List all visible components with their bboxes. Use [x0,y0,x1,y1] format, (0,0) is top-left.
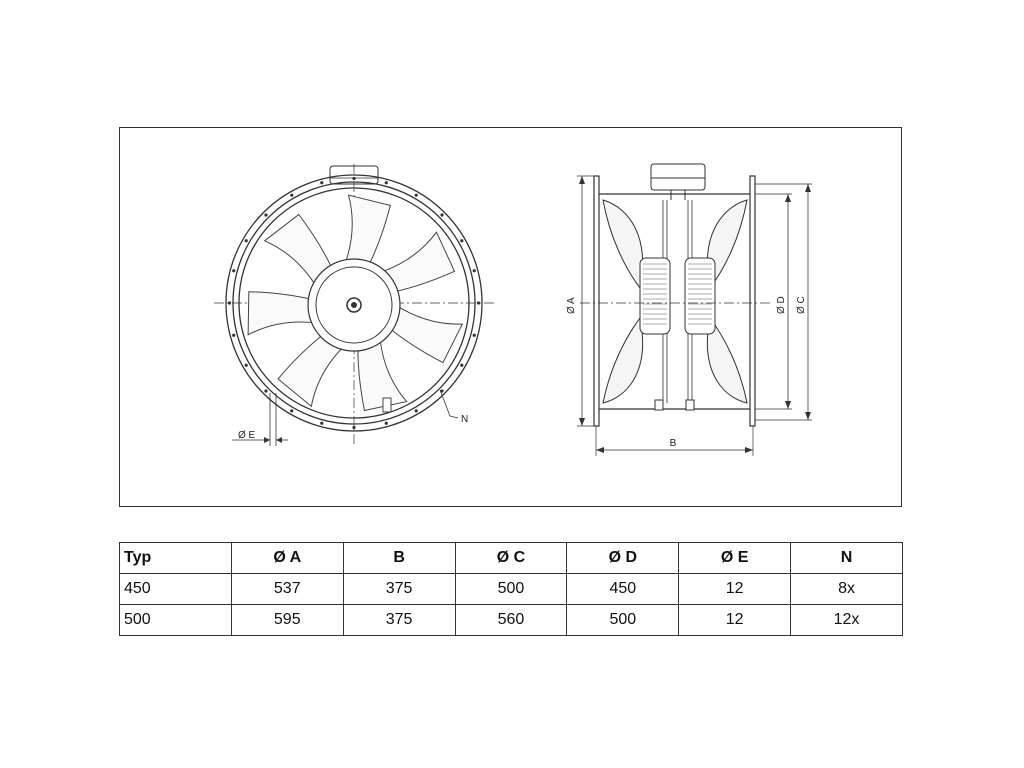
column-header: Typ [120,543,232,574]
bolt-hole [460,239,463,242]
table-cell: 12 [679,574,791,605]
table-cell: 450 [120,574,232,605]
bolt-hole [264,389,267,392]
motor-right [685,258,715,334]
bolt-hole [440,213,443,216]
flange-left [594,176,599,426]
bolt-hole [352,177,355,180]
bolt-hole [228,301,231,304]
bolt-hole [385,422,388,425]
bolt-hole [473,334,476,337]
column-header: B [343,543,455,574]
bolt-hole [232,334,235,337]
table-row [120,574,903,605]
table-row [120,605,903,636]
column-header: Ø A [231,543,343,574]
column-header: Ø D [567,543,679,574]
table-cell: 500 [567,605,679,636]
fan-blade [344,195,390,267]
label-diameter-a: Ø A [566,297,577,314]
bolt-hole [415,409,418,412]
table-cell: 500 [455,574,567,605]
label-diameter-c: Ø C [796,296,807,314]
column-header: Ø E [679,543,791,574]
fan-blade [248,292,318,335]
table-cell: 8x [791,574,903,605]
label-b: B [669,438,677,449]
bolt-hole [320,181,323,184]
bolt-hole [460,364,463,367]
bolt-hole [473,269,476,272]
table-cell: 560 [455,605,567,636]
mount-bracket [383,398,391,412]
label-diameter-e: Ø E [238,430,256,441]
drawing-frame [119,127,902,507]
blade-left-bottom [603,318,643,403]
column-header: Ø C [455,543,567,574]
front-view [214,164,495,446]
bolt-hole [477,301,480,304]
column-header: N [791,543,903,574]
table-cell: 500 [120,605,232,636]
table-cell: 450 [567,574,679,605]
technical-drawing [120,128,903,508]
table-cell: 12x [791,605,903,636]
bolt-hole [290,409,293,412]
motor-left [640,258,670,334]
flange-right [750,176,755,426]
table-header-row [120,543,903,574]
bolt-hole [290,194,293,197]
label-diameter-d: Ø D [776,296,787,314]
bolt-hole [232,269,235,272]
bolt-hole [245,364,248,367]
bolt-hole [385,181,388,184]
table-cell: 12 [679,605,791,636]
table-cell: 595 [231,605,343,636]
table-cell: 375 [343,605,455,636]
bolt-hole [264,213,267,216]
bolt-hole [415,194,418,197]
blade-left-top [603,200,643,288]
side-terminal-box [651,164,705,190]
bolt-hole [245,239,248,242]
bolt-hole [352,426,355,429]
dimensions-table [119,542,903,636]
bolt-hole [320,422,323,425]
label-n: N [461,414,469,425]
shaft-center [352,303,357,308]
table-cell: 537 [231,574,343,605]
table-cell: 375 [343,574,455,605]
